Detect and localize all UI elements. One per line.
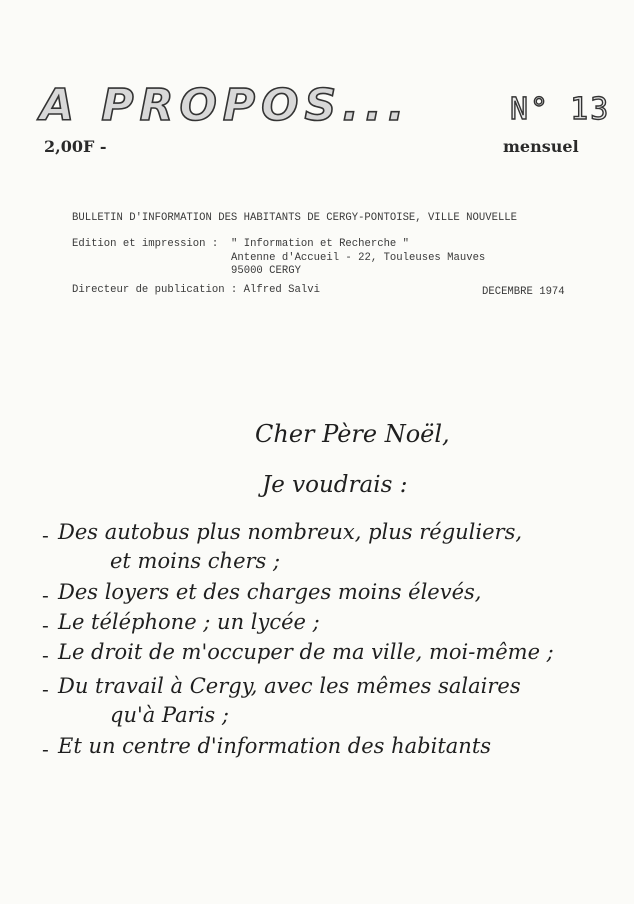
letter-item: Des autobus plus nombreux, plus réguliers,: [58, 520, 523, 544]
letter-item: Du travail à Cergy, avec les mêmes salaires: [58, 674, 521, 698]
edition-line-1: " Information et Recherche ": [231, 238, 410, 250]
list-dash: -: [42, 583, 49, 607]
issue-number: N° 13: [510, 92, 611, 127]
letter-item: Le téléphone ; un lycée ;: [58, 610, 320, 634]
price: 2,00F -: [44, 137, 107, 156]
letter-item: et moins chers ;: [110, 549, 281, 573]
newsletter-title: A PROPOS...: [40, 80, 411, 131]
letter-item: qu'à Paris ;: [110, 703, 229, 727]
publication-director: Directeur de publication : Alfred Salvi: [72, 284, 320, 296]
letter-item: Et un centre d'information des habitants: [58, 734, 492, 758]
bulletin-subtitle: BULLETIN D'INFORMATION DES HABITANTS DE CERGY-PONTOISE, VILLE NOUVELLE: [72, 212, 518, 224]
letter-item: Des loyers et des charges moins élevés,: [58, 580, 482, 604]
letter-item: Le droit de m'occuper de ma ville, moi-même ;: [58, 640, 554, 664]
list-dash: -: [42, 677, 49, 701]
list-dash: -: [42, 737, 49, 761]
letter-intro: Je voudrais :: [262, 472, 408, 498]
frequency: mensuel: [503, 137, 579, 156]
list-dash: -: [42, 613, 49, 637]
edition-line-3: 95000 CERGY: [231, 265, 301, 277]
letter-salutation: Cher Père Noël,: [255, 420, 450, 448]
publication-date: DECEMBRE 1974: [482, 286, 565, 298]
edition-line-2: Antenne d'Accueil - 22, Touleuses Mauves: [231, 252, 486, 264]
edition-label: Edition et impression :: [72, 238, 219, 250]
list-dash: -: [42, 523, 49, 547]
list-dash: -: [42, 643, 49, 667]
